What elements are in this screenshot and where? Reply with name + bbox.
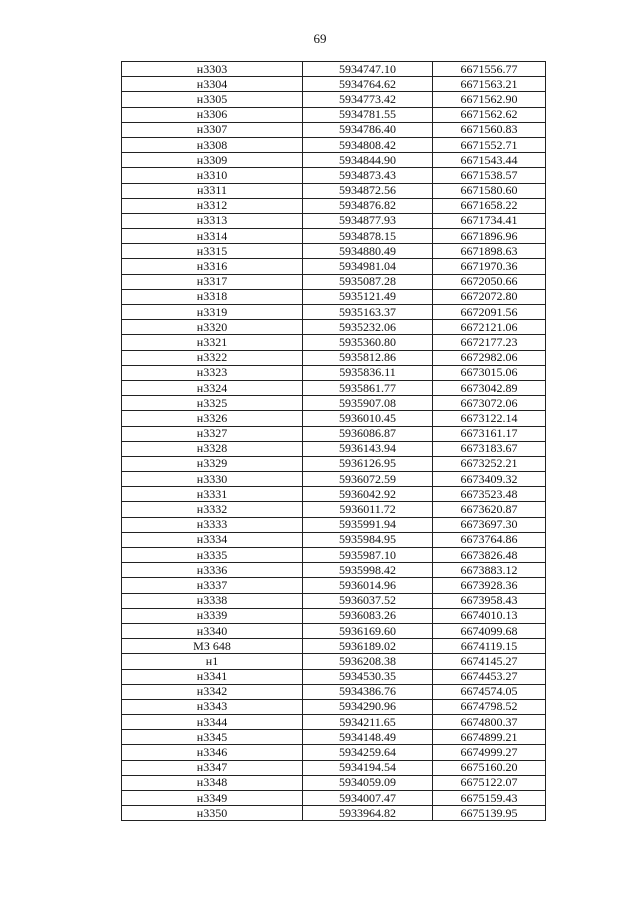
- table-row: [122, 350, 546, 365]
- y-coordinate-cell: 6673958.43: [433, 593, 546, 608]
- x-coordinate-cell: 5936126.95: [303, 456, 433, 471]
- y-coordinate-cell: 6672982.06: [433, 350, 546, 365]
- y-coordinate-cell: 6672050.66: [433, 274, 546, 289]
- x-coordinate-cell: 5936042.92: [303, 487, 433, 502]
- point-id-cell: н3312: [122, 198, 303, 213]
- table-row: [122, 517, 546, 532]
- point-id-cell: н3338: [122, 593, 303, 608]
- y-coordinate-cell: 6672121.06: [433, 320, 546, 335]
- x-coordinate-cell: 5935360.80: [303, 335, 433, 350]
- x-coordinate-cell: 5933964.82: [303, 806, 433, 821]
- y-coordinate-cell: 6673252.21: [433, 456, 546, 471]
- table-row: [122, 380, 546, 395]
- y-coordinate-cell: 6671562.90: [433, 92, 546, 107]
- y-coordinate-cell: 6671560.83: [433, 122, 546, 137]
- point-id-cell: н3311: [122, 183, 303, 198]
- x-coordinate-cell: 5936169.60: [303, 623, 433, 638]
- x-coordinate-cell: 5934764.62: [303, 77, 433, 92]
- x-coordinate-cell: 5936083.26: [303, 608, 433, 623]
- page-number: 69: [313, 31, 327, 46]
- y-coordinate-cell: 6673928.36: [433, 578, 546, 593]
- x-coordinate-cell: 5934747.10: [303, 62, 433, 77]
- point-id-cell: н3308: [122, 137, 303, 152]
- x-coordinate-cell: 5934873.43: [303, 168, 433, 183]
- point-id-cell: н3342: [122, 684, 303, 699]
- y-coordinate-cell: 6671658.22: [433, 198, 546, 213]
- y-coordinate-cell: 6672177.23: [433, 335, 546, 350]
- table-row: [122, 213, 546, 228]
- point-id-cell: н3316: [122, 259, 303, 274]
- table-row: [122, 654, 546, 669]
- x-coordinate-cell: 5935232.06: [303, 320, 433, 335]
- x-coordinate-cell: 5934259.64: [303, 745, 433, 760]
- y-coordinate-cell: 6673122.14: [433, 411, 546, 426]
- y-coordinate-cell: 6671556.77: [433, 62, 546, 77]
- table-row: [122, 806, 546, 821]
- point-id-cell: н3323: [122, 365, 303, 380]
- table-row: [122, 456, 546, 471]
- point-id-cell: н3333: [122, 517, 303, 532]
- x-coordinate-cell: 5935087.28: [303, 274, 433, 289]
- point-id-cell: н3317: [122, 274, 303, 289]
- point-id-cell: н3309: [122, 153, 303, 168]
- y-coordinate-cell: 6671543.44: [433, 153, 546, 168]
- coordinates-table: [121, 61, 546, 821]
- y-coordinate-cell: 6672072.80: [433, 289, 546, 304]
- table-row: [122, 122, 546, 137]
- y-coordinate-cell: 6674999.27: [433, 745, 546, 760]
- table-row: [122, 62, 546, 77]
- x-coordinate-cell: 5935163.37: [303, 305, 433, 320]
- x-coordinate-cell: 5935987.10: [303, 548, 433, 563]
- point-id-cell: н3320: [122, 320, 303, 335]
- y-coordinate-cell: 6673183.67: [433, 441, 546, 456]
- x-coordinate-cell: 5934876.82: [303, 198, 433, 213]
- point-id-cell: н3304: [122, 77, 303, 92]
- x-coordinate-cell: 5936014.96: [303, 578, 433, 593]
- y-coordinate-cell: 6673883.12: [433, 563, 546, 578]
- y-coordinate-cell: 6671898.63: [433, 244, 546, 259]
- y-coordinate-cell: 6673042.89: [433, 380, 546, 395]
- table-row: [122, 639, 546, 654]
- table-row: [122, 684, 546, 699]
- y-coordinate-cell: 6674119.15: [433, 639, 546, 654]
- point-id-cell: н3321: [122, 335, 303, 350]
- table-row: [122, 335, 546, 350]
- point-id-cell: н3344: [122, 715, 303, 730]
- x-coordinate-cell: 5934007.47: [303, 791, 433, 806]
- x-coordinate-cell: 5935998.42: [303, 563, 433, 578]
- point-id-cell: н3324: [122, 380, 303, 395]
- table-row: [122, 699, 546, 714]
- x-coordinate-cell: 5934781.55: [303, 107, 433, 122]
- point-id-cell: н3337: [122, 578, 303, 593]
- table-row: [122, 168, 546, 183]
- y-coordinate-cell: 6674798.52: [433, 699, 546, 714]
- table-row: [122, 472, 546, 487]
- table-row: [122, 153, 546, 168]
- x-coordinate-cell: 5936011.72: [303, 502, 433, 517]
- point-id-cell: н3303: [122, 62, 303, 77]
- y-coordinate-cell: 6674574.05: [433, 684, 546, 699]
- point-id-cell: н3315: [122, 244, 303, 259]
- table-row: [122, 244, 546, 259]
- table-row: [122, 669, 546, 684]
- point-id-cell: н3350: [122, 806, 303, 821]
- x-coordinate-cell: 5934808.42: [303, 137, 433, 152]
- x-coordinate-cell: 5935907.08: [303, 396, 433, 411]
- y-coordinate-cell: 6673072.06: [433, 396, 546, 411]
- point-id-cell: н3349: [122, 791, 303, 806]
- table-row: [122, 289, 546, 304]
- y-coordinate-cell: 6675139.95: [433, 806, 546, 821]
- x-coordinate-cell: 5936010.45: [303, 411, 433, 426]
- point-id-cell: н3336: [122, 563, 303, 578]
- x-coordinate-cell: 5936086.87: [303, 426, 433, 441]
- y-coordinate-cell: 6673015.06: [433, 365, 546, 380]
- table-row: [122, 365, 546, 380]
- y-coordinate-cell: 6674099.68: [433, 623, 546, 638]
- y-coordinate-cell: 6671538.57: [433, 168, 546, 183]
- y-coordinate-cell: 6671563.21: [433, 77, 546, 92]
- point-id-cell: н3327: [122, 426, 303, 441]
- x-coordinate-cell: 5934530.35: [303, 669, 433, 684]
- x-coordinate-cell: 5934148.49: [303, 730, 433, 745]
- x-coordinate-cell: 5934981.04: [303, 259, 433, 274]
- point-id-cell: н3347: [122, 760, 303, 775]
- y-coordinate-cell: 6674800.37: [433, 715, 546, 730]
- x-coordinate-cell: 5934844.90: [303, 153, 433, 168]
- point-id-cell: н3307: [122, 122, 303, 137]
- point-id-cell: н3319: [122, 305, 303, 320]
- table-row: [122, 730, 546, 745]
- y-coordinate-cell: 6671896.96: [433, 229, 546, 244]
- table-row: [122, 563, 546, 578]
- table-row: [122, 623, 546, 638]
- table-row: [122, 107, 546, 122]
- table-row: [122, 745, 546, 760]
- point-id-cell: н3325: [122, 396, 303, 411]
- x-coordinate-cell: 5934872.56: [303, 183, 433, 198]
- table-row: [122, 608, 546, 623]
- table-row: [122, 791, 546, 806]
- y-coordinate-cell: 6674010.13: [433, 608, 546, 623]
- point-id-cell: н3329: [122, 456, 303, 471]
- point-id-cell: н3305: [122, 92, 303, 107]
- y-coordinate-cell: 6671970.36: [433, 259, 546, 274]
- y-coordinate-cell: 6673620.87: [433, 502, 546, 517]
- table-row: [122, 183, 546, 198]
- point-id-cell: н3326: [122, 411, 303, 426]
- table-row: [122, 441, 546, 456]
- x-coordinate-cell: 5935836.11: [303, 365, 433, 380]
- point-id-cell: н3310: [122, 168, 303, 183]
- x-coordinate-cell: 5934386.76: [303, 684, 433, 699]
- point-id-cell: н3313: [122, 213, 303, 228]
- y-coordinate-cell: 6675122.07: [433, 775, 546, 790]
- point-id-cell: н3331: [122, 487, 303, 502]
- point-id-cell: н3332: [122, 502, 303, 517]
- y-coordinate-cell: 6673409.32: [433, 472, 546, 487]
- point-id-cell: н3346: [122, 745, 303, 760]
- point-id-cell: н3318: [122, 289, 303, 304]
- point-id-cell: н3328: [122, 441, 303, 456]
- x-coordinate-cell: 5936208.38: [303, 654, 433, 669]
- table-row: [122, 775, 546, 790]
- point-id-cell: н3339: [122, 608, 303, 623]
- table-row: [122, 760, 546, 775]
- table-row: [122, 320, 546, 335]
- table-row: [122, 274, 546, 289]
- y-coordinate-cell: 6672091.56: [433, 305, 546, 320]
- point-id-cell: н3306: [122, 107, 303, 122]
- y-coordinate-cell: 6675159.43: [433, 791, 546, 806]
- x-coordinate-cell: 5935984.95: [303, 532, 433, 547]
- y-coordinate-cell: 6674145.27: [433, 654, 546, 669]
- point-id-cell: н1: [122, 654, 303, 669]
- x-coordinate-cell: 5934194.54: [303, 760, 433, 775]
- x-coordinate-cell: 5934290.96: [303, 699, 433, 714]
- point-id-cell: н3341: [122, 669, 303, 684]
- table-row: [122, 92, 546, 107]
- y-coordinate-cell: 6671734.41: [433, 213, 546, 228]
- x-coordinate-cell: 5935861.77: [303, 380, 433, 395]
- point-id-cell: н3330: [122, 472, 303, 487]
- point-id-cell: н3343: [122, 699, 303, 714]
- table-row: [122, 137, 546, 152]
- table-row: [122, 578, 546, 593]
- table-row: [122, 229, 546, 244]
- x-coordinate-cell: 5936143.94: [303, 441, 433, 456]
- table-row: [122, 548, 546, 563]
- x-coordinate-cell: 5934878.15: [303, 229, 433, 244]
- table-row: [122, 426, 546, 441]
- point-id-cell: н3345: [122, 730, 303, 745]
- y-coordinate-cell: 6674899.21: [433, 730, 546, 745]
- y-coordinate-cell: 6673764.86: [433, 532, 546, 547]
- x-coordinate-cell: 5934786.40: [303, 122, 433, 137]
- point-id-cell: н3340: [122, 623, 303, 638]
- x-coordinate-cell: 5935121.49: [303, 289, 433, 304]
- table-row: [122, 259, 546, 274]
- y-coordinate-cell: 6673161.17: [433, 426, 546, 441]
- point-id-cell: н3335: [122, 548, 303, 563]
- table-row: [122, 532, 546, 547]
- table-row: [122, 305, 546, 320]
- x-coordinate-cell: 5934211.65: [303, 715, 433, 730]
- x-coordinate-cell: 5936189.02: [303, 639, 433, 654]
- x-coordinate-cell: 5935812.86: [303, 350, 433, 365]
- table-row: [122, 715, 546, 730]
- point-id-cell: н3322: [122, 350, 303, 365]
- coordinates-table-body: [122, 62, 546, 821]
- y-coordinate-cell: 6673523.48: [433, 487, 546, 502]
- y-coordinate-cell: 6671580.60: [433, 183, 546, 198]
- table-row: [122, 487, 546, 502]
- x-coordinate-cell: 5934059.09: [303, 775, 433, 790]
- table-row: [122, 411, 546, 426]
- table-row: [122, 396, 546, 411]
- y-coordinate-cell: 6673697.30: [433, 517, 546, 532]
- point-id-cell: н3348: [122, 775, 303, 790]
- table-row: [122, 593, 546, 608]
- y-coordinate-cell: 6671552.71: [433, 137, 546, 152]
- table-row: [122, 77, 546, 92]
- x-coordinate-cell: 5936072.59: [303, 472, 433, 487]
- y-coordinate-cell: 6671562.62: [433, 107, 546, 122]
- x-coordinate-cell: 5936037.52: [303, 593, 433, 608]
- point-id-cell: н3334: [122, 532, 303, 547]
- x-coordinate-cell: 5934877.93: [303, 213, 433, 228]
- table-row: [122, 198, 546, 213]
- y-coordinate-cell: 6674453.27: [433, 669, 546, 684]
- point-id-cell: МЗ 648: [122, 639, 303, 654]
- x-coordinate-cell: 5935991.94: [303, 517, 433, 532]
- y-coordinate-cell: 6675160.20: [433, 760, 546, 775]
- x-coordinate-cell: 5934880.49: [303, 244, 433, 259]
- y-coordinate-cell: 6673826.48: [433, 548, 546, 563]
- table-row: [122, 502, 546, 517]
- x-coordinate-cell: 5934773.42: [303, 92, 433, 107]
- point-id-cell: н3314: [122, 229, 303, 244]
